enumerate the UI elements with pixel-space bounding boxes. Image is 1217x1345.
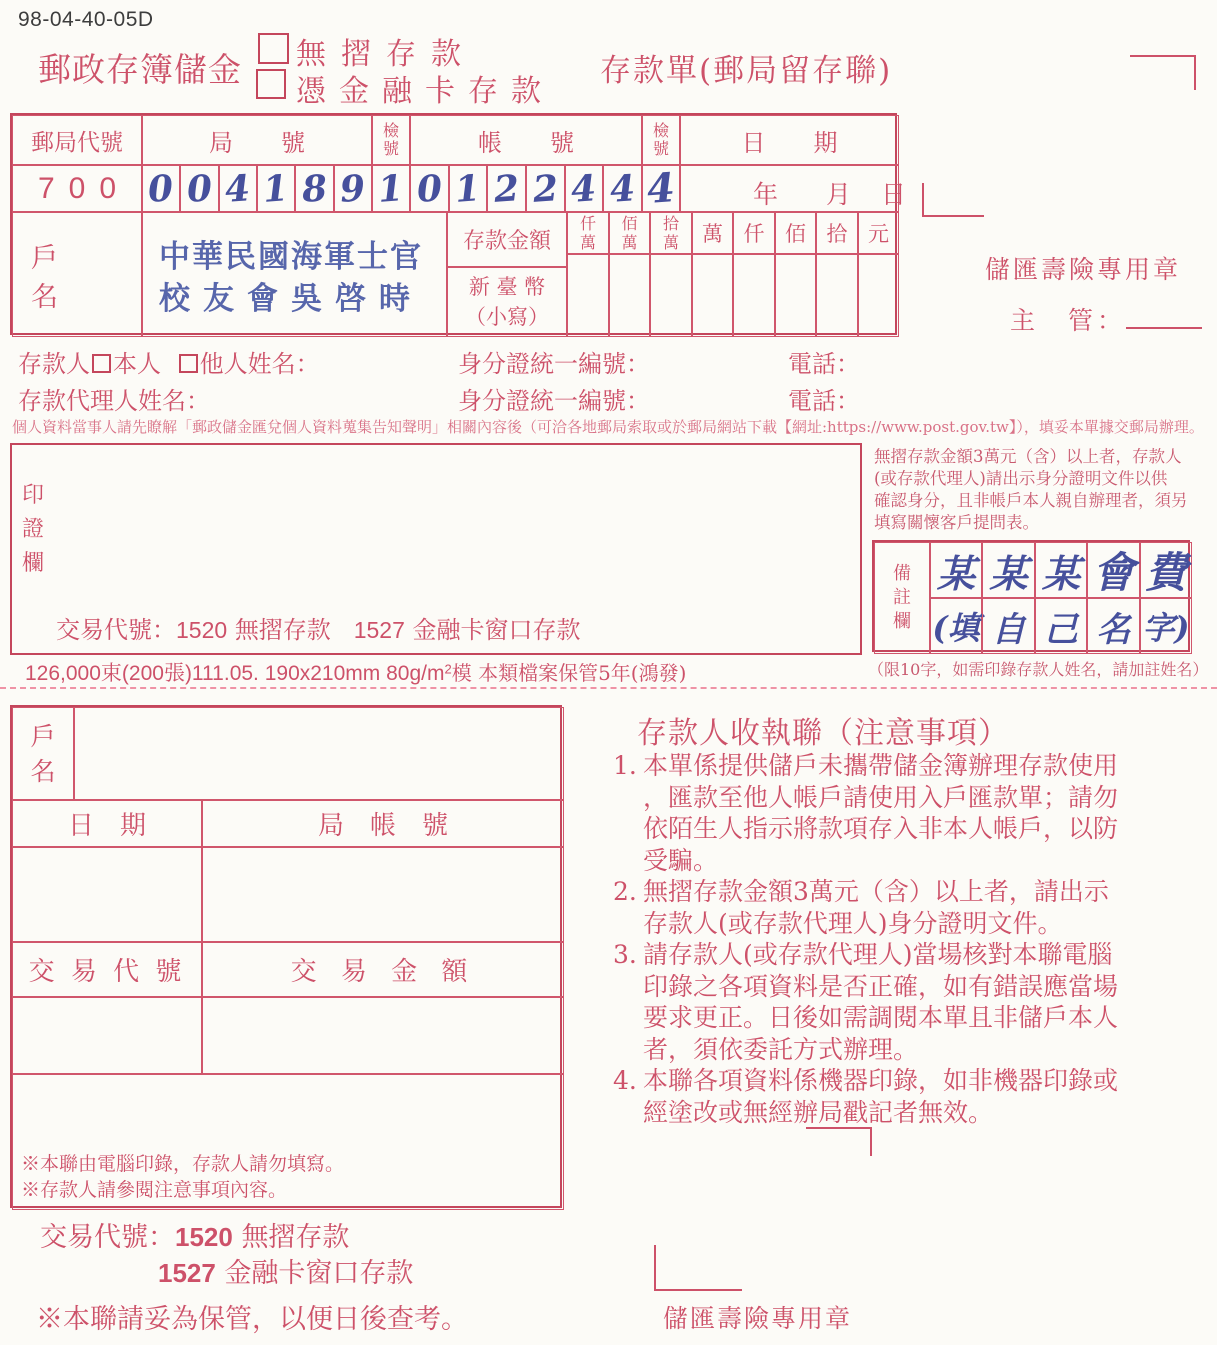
- remark-cell[interactable]: [1035, 598, 1087, 654]
- depositor-other-checkbox[interactable]: [179, 354, 198, 373]
- instruction-item: [613, 1065, 1213, 1128]
- account-check-digit-cell[interactable]: [642, 165, 680, 212]
- receipt-txn-codes-line2: [158, 1251, 413, 1290]
- remark-cell[interactable]: [930, 542, 982, 598]
- machine-print-note-1: ※本聯由電腦印錄，存款人請勿填寫。: [21, 1153, 345, 1175]
- remark-label-cell: [874, 542, 930, 654]
- remark-char: 自: [991, 609, 1026, 650]
- supervisor-blank[interactable]: [1126, 326, 1202, 329]
- branch-check-digit: 1: [377, 166, 405, 211]
- money-col-header: 仟: [733, 212, 775, 254]
- remark-cell[interactable]: [1087, 598, 1140, 654]
- account-check-digit: 4: [645, 163, 677, 213]
- amount-digit-cell[interactable]: [733, 254, 775, 337]
- branch-digit: 1: [262, 166, 290, 211]
- account-name-stamp-line1: 中華民國海軍士官: [159, 239, 423, 275]
- copy-title: 存款單(郵局留存聯): [600, 53, 893, 89]
- branch-digit: 0: [185, 166, 214, 211]
- receipt-insurance-seal-label: 儲匯壽險專用章: [663, 1304, 853, 1333]
- receipt-table: [10, 705, 562, 1208]
- corner-mark-bottom-right-area: [806, 1127, 872, 1156]
- amount-words-line1: 新 臺 幣: [468, 274, 546, 299]
- remark-char: 某: [936, 550, 975, 596]
- account-digit: 2: [531, 166, 560, 211]
- txn-code-1-text: 無摺存款: [234, 616, 331, 644]
- form-code: 98-04-40-05D: [18, 8, 154, 31]
- perforation-line: [0, 687, 1217, 689]
- amount-digit-cell[interactable]: [816, 254, 858, 337]
- receipt-code-1-text: 無摺存款: [241, 1222, 350, 1253]
- receipt-code-2-num: 1527: [158, 1258, 216, 1288]
- remark-cell[interactable]: [930, 598, 982, 654]
- branch-digit-cell[interactable]: [219, 165, 257, 212]
- note-line: 無摺存款金額3萬元（含）以上者，存款人: [874, 447, 1182, 466]
- day-label: 日: [881, 180, 907, 209]
- seal-box-label: [22, 479, 52, 581]
- instructions-title: 存款人收執聯（注意事項）: [637, 716, 1009, 751]
- supervisor-line: [1010, 301, 1202, 337]
- instruction-number: 2.: [613, 877, 637, 906]
- remark-cell[interactable]: [1035, 542, 1087, 598]
- note-line: 填寫關懷客戶提問表。: [874, 513, 1039, 532]
- no-passbook-label: 無摺存款: [296, 37, 476, 72]
- receipt-code-prefix: 交易代號：: [40, 1222, 175, 1253]
- remark-cell[interactable]: [1087, 542, 1140, 598]
- agent-id-label: 身分證統一編號：: [458, 387, 650, 415]
- receipt-txn-amount-cell[interactable]: [202, 997, 564, 1074]
- deposit-amount-header: 存款金額: [447, 212, 567, 267]
- print-info-sup: 2: [444, 661, 452, 677]
- receipt-office-account-cell[interactable]: [202, 847, 564, 942]
- branch-digit-cell[interactable]: [180, 165, 219, 212]
- keep-note: ※本聯請妥為保管，以便日後查考。: [36, 1304, 468, 1335]
- receipt-name-label: 戶名: [30, 721, 56, 786]
- no-passbook-checkbox[interactable]: [258, 33, 289, 64]
- account-name-stamp-cell[interactable]: [142, 212, 447, 337]
- txn-code-prefix: 交易代號：: [56, 616, 176, 644]
- remark-char: 費: [1144, 548, 1187, 597]
- branch-digit-cell[interactable]: [334, 165, 372, 212]
- instruction-text: 請存款人(或存款代理人)當場核對本聯電腦 印錄之各項資料是否正確，如有錯誤應當場 要求更正。日後如需調閱本單且非儲戶本人 者，須依委託方式辦理。: [643, 940, 1119, 1064]
- account-digit: 0: [415, 166, 444, 211]
- remark-hint: （限10字，如需印錄存款人姓名，請加註姓名）: [868, 660, 1209, 679]
- branch-digit-cell[interactable]: [257, 165, 295, 212]
- remark-char: 會: [1092, 548, 1135, 597]
- depositor-phone-label: 電話：: [788, 350, 860, 378]
- amount-words-line2: （小寫）: [465, 305, 549, 329]
- depositor-prefix: 存款人: [18, 350, 90, 378]
- receipt-code-1-num: 1520: [175, 1222, 233, 1252]
- amount-digit-cell[interactable]: [567, 254, 609, 337]
- txn-code-1-num: 1520: [176, 617, 228, 643]
- agent-name-label: 存款代理人姓名：: [18, 387, 210, 415]
- note-line: 確認身分，且非帳戶本人親自辦理者，須另: [874, 491, 1188, 510]
- branch-digit: 9: [339, 166, 367, 211]
- depositor-self-label: 本人: [113, 350, 161, 378]
- receipt-txn-code-header: 交 易 代 號: [12, 942, 202, 997]
- account-name-stamp-line2: 校友會吳啓時: [159, 281, 423, 317]
- instruction-text: 本聯各項資料係機器印錄，如非機器印錄或 經塗改或無經辦局戳記者無效。: [643, 1066, 1119, 1127]
- depositor-self-checkbox[interactable]: [92, 354, 111, 373]
- remark-char: 名: [1096, 609, 1131, 650]
- txn-code-2-num: 1527: [353, 617, 405, 643]
- money-col-label: 仟萬: [579, 213, 596, 252]
- remark-char: 某: [989, 550, 1028, 596]
- money-col-label: 拾萬: [662, 213, 679, 252]
- remark-char: 某: [1041, 550, 1080, 596]
- remark-cell[interactable]: [1140, 542, 1192, 598]
- month-label: 月: [826, 180, 852, 209]
- remark-label-text: 備註欄: [893, 562, 911, 633]
- insurance-seal-label: 儲匯壽險專用章: [985, 255, 1182, 284]
- seal-box-transaction-codes: [56, 610, 581, 645]
- account-name-header: 戶 名: [12, 212, 142, 337]
- year-label: 年: [753, 180, 779, 209]
- receipt-name-cell[interactable]: [74, 707, 564, 800]
- remark-cell[interactable]: [982, 598, 1035, 654]
- seal-stamp-area[interactable]: [10, 443, 862, 655]
- receipt-txn-code-cell[interactable]: [12, 997, 202, 1074]
- account-digit-cell[interactable]: [410, 165, 449, 212]
- check-no-header-2-text: 檢號: [652, 120, 669, 158]
- check-no-header-text: 檢號: [382, 120, 399, 158]
- money-col-header: [650, 212, 692, 254]
- account-digit-cell[interactable]: [449, 165, 487, 212]
- account-digit: 4: [608, 166, 637, 211]
- atm-card-label: 憑金融卡存款: [296, 74, 554, 109]
- branch-digit: 0: [147, 166, 175, 211]
- receipt-date-cell[interactable]: [12, 847, 202, 942]
- instruction-text: 本單係提供儲戶未攜帶儲金簿辦理存款使用 ，匯款至他人帳戶請使用入戶匯款單；請勿 依陌生人指示將款項存入非本人帳戶，以防 受騙。: [643, 751, 1119, 875]
- account-digit: 4: [570, 166, 598, 211]
- date-header: 日 期: [680, 115, 899, 165]
- remark-cell[interactable]: [1140, 598, 1192, 654]
- remark-char: 字): [1142, 609, 1190, 647]
- remark-box: [872, 540, 1190, 652]
- remark-cell[interactable]: [982, 542, 1035, 598]
- print-info-left: 126,000束(200張)111.05. 190x210mm 80g/m: [25, 662, 445, 685]
- amount-digit-cell[interactable]: [775, 254, 816, 337]
- instruction-number: 4.: [613, 1066, 637, 1095]
- check-no-header: [372, 115, 410, 165]
- account-digit: 1: [454, 166, 482, 211]
- instruction-item: [613, 939, 1213, 1065]
- org-title: 郵政存簿儲金: [38, 50, 242, 89]
- receipt-name-label-cell: [12, 707, 74, 800]
- money-col-header: 拾: [816, 212, 858, 254]
- instruction-item: [613, 876, 1213, 939]
- account-no-header: 帳 號: [410, 115, 642, 165]
- agent-phone-label: 電話：: [788, 387, 860, 415]
- money-col-header: 元: [858, 212, 899, 254]
- post-office-code-header: 郵局代號: [12, 115, 142, 165]
- money-col-header: [609, 212, 650, 254]
- branch-digit: 4: [224, 166, 252, 211]
- amount-digit-cell[interactable]: [609, 254, 650, 337]
- receipt-txn-codes-line1: [40, 1215, 349, 1254]
- instruction-number: 1.: [613, 751, 637, 780]
- print-info-right: 模 本類檔案保管5年(鴻發): [451, 661, 687, 685]
- branch-digit-cell[interactable]: [142, 165, 180, 212]
- instructions-list: [613, 750, 1213, 1128]
- instruction-number: 3.: [613, 940, 637, 969]
- account-digit-cell[interactable]: [487, 165, 526, 212]
- money-col-label: 佰萬: [621, 213, 638, 252]
- machine-print-note-2: ※存款人請參閱注意事項內容。: [21, 1179, 288, 1201]
- receipt-date-header: 日 期: [12, 800, 202, 847]
- account-digit-cell[interactable]: [565, 165, 603, 212]
- atm-card-checkbox[interactable]: [256, 69, 286, 99]
- money-col-header: 萬: [692, 212, 733, 254]
- account-digit: 2: [492, 166, 521, 211]
- branch-check-digit-cell[interactable]: [372, 165, 410, 212]
- date-entry-cell[interactable]: [680, 165, 907, 212]
- print-info: [25, 657, 686, 687]
- no-passbook-id-note: [874, 446, 1204, 534]
- branch-digit: 8: [300, 166, 329, 211]
- amount-digit-cell[interactable]: [692, 254, 733, 337]
- receipt-txn-amount-header: 交 易 金 額: [202, 942, 564, 997]
- receipt-office-account-header: 局 帳 號: [202, 800, 564, 847]
- money-col-header: 佰: [775, 212, 816, 254]
- note-line: (或存款代理人)請出示身分證明文件以供: [874, 469, 1168, 488]
- depositor-other-label: 他人姓名：: [199, 350, 320, 378]
- branch-digit-cell[interactable]: [295, 165, 334, 212]
- amount-in-words-label: [447, 267, 567, 337]
- main-table: [10, 113, 907, 335]
- post-office-code-value: 700: [12, 165, 142, 212]
- supervisor-label: 主 管：: [1010, 306, 1127, 335]
- depositor-id-label: 身分證統一編號：: [458, 350, 650, 378]
- receipt-code-2-text: 金融卡窗口存款: [224, 1258, 414, 1289]
- receipt-footer-cell: [12, 1074, 564, 1210]
- instruction-item: [613, 750, 1213, 876]
- remark-char: (填: [932, 609, 980, 647]
- txn-code-2-text: 金融卡窗口存款: [412, 616, 581, 644]
- seal-box-label-text: 印證欄: [22, 483, 45, 577]
- branch-no-header: 局 號: [142, 115, 372, 165]
- privacy-note: 個人資料當事人請先瞭解「郵政儲金匯兌個人資料蒐集告知聲明」相關內容後（可洽各地郵局索取或於郵局網站下載【網址:https://www.post.gov.tw】），填妥本單據交郵局辦理。: [12, 418, 1204, 436]
- corner-mark-middle: [922, 183, 984, 217]
- remark-char: 己: [1044, 609, 1078, 650]
- instruction-text: 無摺存款金額3萬元（含）以上者，請出示 存款人(或存款代理人)身分證明文件。: [643, 877, 1109, 938]
- corner-mark-bottom-left-area: [654, 1245, 742, 1291]
- account-digit-cell[interactable]: [526, 165, 565, 212]
- money-col-header: [567, 212, 609, 254]
- amount-digit-cell[interactable]: [650, 254, 692, 337]
- amount-digit-cell[interactable]: [858, 254, 899, 337]
- depositor-line: [18, 344, 320, 379]
- account-digit-cell[interactable]: [603, 165, 642, 212]
- corner-mark-top-right: [1130, 55, 1196, 90]
- check-no-header-2: [642, 115, 680, 165]
